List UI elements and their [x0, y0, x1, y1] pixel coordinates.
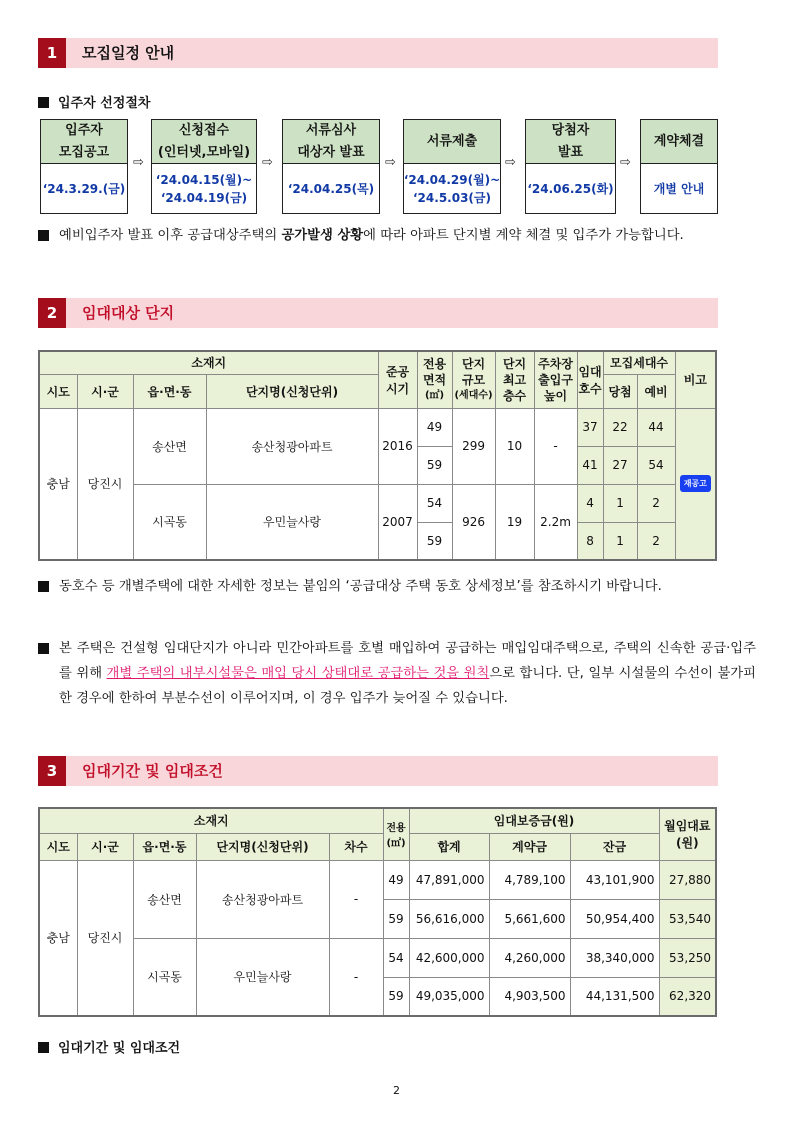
complex-table: 소재지 준공 시기 전용 면적 (㎡) 단지 규모 (세대수) 단지 최고 층수 주차장 출입구 높이 임대 호수 모집세대수 비고 시도 시·군 읍·면·동 단지명(신청단위) 당첨 예비 충남 당진시 송산면 송산청광아파트 2016 49 299 10 - 37 22 44 재공고 59 41 27 54 시곡동 우민늘사랑 2007 54 926 19 2.2m 4 1 2 59 8 1 2 — [38, 350, 717, 561]
arrow-right-icon: ⇨ — [505, 155, 516, 170]
section-number: 1 — [38, 38, 66, 68]
square-bullet-icon — [38, 1042, 49, 1053]
section-number: 3 — [38, 756, 66, 786]
process-step-1: 입주자 모집공고 ‘24.3.29.(금) — [40, 119, 128, 214]
section-2-header — [38, 298, 718, 328]
table-row: 시곡동 우민늘사랑 - 54 42,600,000 4,260,000 38,340,000 53,250 — [39, 938, 716, 977]
table-row: 59 8 1 2 — [39, 522, 716, 560]
process-step-2: 신청접수 (인터넷,모바일) ‘24.04.15(월)~ ‘24.04.19(금) — [151, 119, 257, 214]
arrow-right-icon: ⇨ — [620, 155, 631, 170]
square-bullet-icon — [38, 581, 49, 592]
table-row: 59 49,035,000 4,903,500 44,131,500 62,320 — [39, 977, 716, 1016]
square-bullet-icon — [38, 643, 49, 654]
arrow-right-icon: ⇨ — [262, 155, 273, 170]
table-row: 59 56,616,000 5,661,600 50,954,400 53,540 — [39, 899, 716, 938]
section-1-header — [38, 38, 718, 68]
square-bullet-icon — [38, 97, 49, 108]
table-row: 충남 당진시 송산면 송산청광아파트 - 49 47,891,000 4,789,100 43,101,900 27,880 — [39, 860, 716, 899]
table-row: 충남 당진시 송산면 송산청광아파트 2016 49 299 10 - 37 22 44 재공고 — [39, 408, 716, 446]
process-step-4: 서류제출 ‘24.04.29(월)~ ‘24.5.03(금) — [403, 119, 501, 214]
section-title: 임대대상 단지 — [82, 304, 175, 322]
note-purchase-rental: 본 주택은 건설형 임대단지가 아니라 민간아파트를 호별 매입하여 공급하는 매입임대주택으로, 주택의 신속한 공급·입주를 위해 개별 주택의 내부시설물은 매입 당시 상태대로 공급하는 것을 원칙으로 합니다. 단, 일부 시설물의 수선이 불가피한 경우에 한하여 부분수선이 이루어지며, 이 경우 입주가 늦어질 수 있습니다. — [38, 636, 756, 711]
re-announcement-badge: 재공고 — [680, 475, 711, 492]
square-bullet-icon — [38, 230, 49, 241]
lease-heading: 임대기간 및 임대조건 — [38, 1037, 180, 1056]
arrow-right-icon: ⇨ — [385, 155, 396, 170]
page-number: 2 — [393, 1084, 400, 1097]
process-step-6: 계약체결 개별 안내 — [640, 119, 718, 214]
arrow-right-icon: ⇨ — [133, 155, 144, 170]
lease-table: 소재지 전용 (㎡) 임대보증금(원) 월임대료 (원) 시도 시·군 읍·면·동 단지명(신청단위) 차수 합계 계약금 잔금 충남 당진시 송산면 송산청광아파트 - 49 47,891,000 4,789,100 43,101,900 27,880 59 56,616,000 5,661,600 50,954,400 53,540 시곡동 우민늘사랑 - 54 42,600,000 4,260,000 38,340,000 53,250 59 49,035,000 4,903,500 44,131,500 62,320 — [38, 807, 717, 1017]
process-step-3: 서류심사 대상자 발표 ‘24.04.25(목) — [282, 119, 380, 214]
section-number: 2 — [38, 298, 66, 328]
section-title: 임대기간 및 임대조건 — [82, 762, 223, 780]
section-3-header — [38, 756, 718, 786]
note-unit-info: 동호수 등 개별주택에 대한 자세한 정보는 붙임의 ‘공급대상 주택 동호 상세정보’를 참조하시기 바랍니다. — [38, 574, 756, 599]
section-title: 모집일정 안내 — [82, 44, 175, 62]
process-note: 예비입주자 발표 이후 공급대상주택의 공가발생 상황에 따라 아파트 단지별 계약 체결 및 입주가 가능합니다. — [38, 223, 756, 248]
table-row: 59 41 27 54 — [39, 446, 716, 484]
process-step-5: 당첨자 발표 ‘24.06.25(화) — [525, 119, 616, 214]
table-row: 시곡동 우민늘사랑 2007 54 926 19 2.2m 4 1 2 — [39, 484, 716, 522]
process-heading: 입주자 선정절차 — [38, 92, 150, 111]
